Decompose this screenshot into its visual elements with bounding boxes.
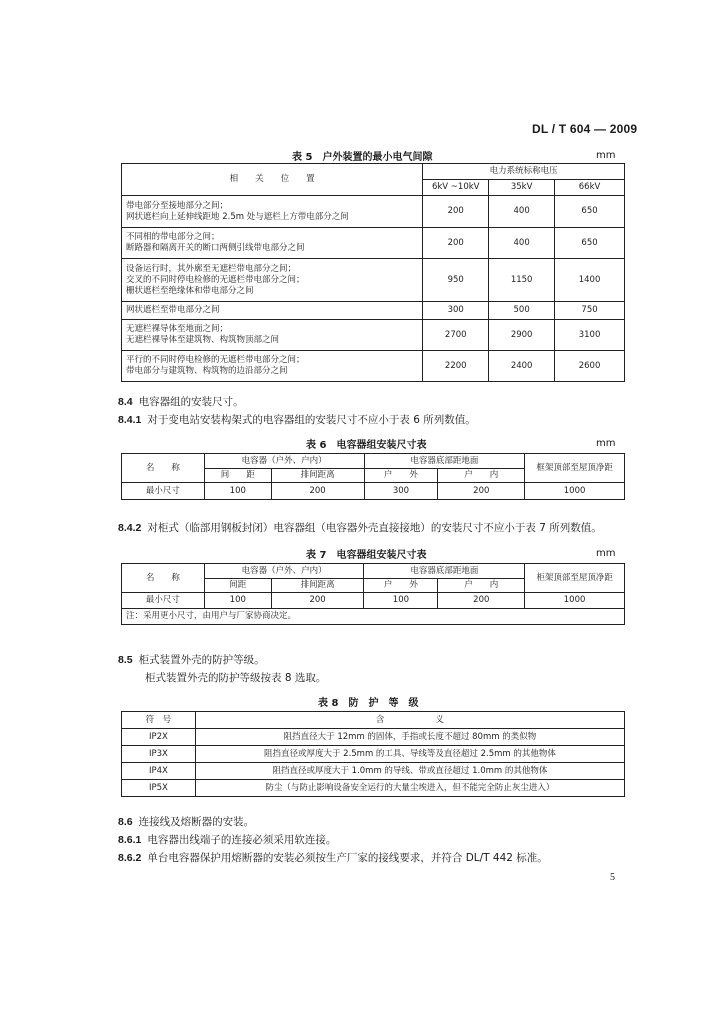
section-8-6-1 [118,832,336,847]
cell-value: 100 [364,593,438,609]
cell-value: 200 [271,593,364,609]
section-text: 单台电容器保护用熔断器的安装必须按生产厂家的接线要求，并符合 DL/T 442 标准。 [147,852,548,864]
cell-value: 100 [204,483,271,500]
sub-header: 排间距离 [271,469,364,483]
section-number: 8.6 [118,816,133,828]
cell-value: 400 [489,228,555,259]
description-line: 不同相的带电部分之间； [126,232,220,242]
cell-value: 300 [364,483,438,500]
table-note-row [122,609,625,625]
section-text: 对柜式（临部用钢板封闭）电容器组（电容器外壳直接接地）的安装尺寸不应小于表 7 所列数值。 [147,522,602,534]
row-description [122,259,423,302]
sub-header: 户 外 [364,469,438,483]
description-line: 设备运行时，其外廓至无遮栏带电部分之间； [126,263,297,274]
sub-header: 排间距离 [271,579,364,593]
table7-header-row [122,564,625,579]
cell-value: 2900 [489,320,555,351]
description-line: 网状遮栏向上延伸线距地 2.5m 处与遮栏上方带电部分之间 [126,211,349,222]
description-line: 网状遮栏至带电部分之间 [126,305,220,315]
table-row [122,259,625,302]
table7-caption: 表 7 电容器组安装尺寸表 [306,550,427,561]
table6-caption: 表 6 电容器组安装尺寸表 [306,440,427,451]
table5-caption: 表 5 户外装置的最小电气间隙 [292,152,433,163]
cell-value: 500 [489,302,555,320]
cell-value: 200 [438,593,525,609]
section-text: 电容器出线端子的连接必须采用软连接。 [147,834,337,846]
description-line: 带电部分至接地部分之间； [126,200,229,211]
table-row [122,196,625,228]
section-number: 8.6.1 [118,834,142,846]
section-text: 电容器组的安装尺寸。 [138,396,244,408]
section-8-4-2 [118,520,602,535]
table-row [122,228,625,259]
section-text: 柜式装置外壳的防护等级。 [138,654,265,666]
section-text: 连接线及熔断器的安装。 [138,816,255,828]
bottom-to-ground-header: 电容器底部距地面 [364,454,525,469]
description-line: 交叉的不同时停电检修的无遮栏带电部分之间； [126,274,305,285]
table5-voltage-group-header: 电力系统标称电压 [423,164,625,180]
table-row [122,320,625,351]
top-clearance-header: 框架顶部至屋顶净距 [525,454,625,483]
table7-unit: mm [596,548,616,559]
description-line: 带电部分与建筑物、构筑物的边沿部分之间 [126,366,288,376]
cell-value: 200 [271,483,364,500]
section-number: 8.6.2 [118,852,142,864]
top-clearance-header: 柜架顶部至屋顶净距 [525,564,625,593]
table5-unit: mm [596,150,616,161]
section-8-6 [118,814,254,829]
name-header: 名 称 [122,564,205,593]
section-number: 8.4.2 [118,522,142,534]
cell-value: 2200 [423,351,489,382]
section-8-4 [118,394,244,409]
cell-value: 650 [555,196,625,228]
cell-value: 650 [555,228,625,259]
cell-value: 300 [423,302,489,320]
description-line: 无遮栏裸导体至地面之间； [126,324,229,334]
ip-description: 阻挡直径大于 12mm 的固体，手指或长度不超过 80mm 的类似物 [195,729,624,746]
cell-value: 750 [555,302,625,320]
table6-header-row [122,454,625,469]
section-8-5-body: 柜式装置外壳的防护等级按表 8 选取。 [145,672,327,684]
table-row [122,593,625,609]
description-line: 无遮栏裸导体至建筑物、构筑物顶部之间 [126,335,280,345]
section-number: 8.4.1 [118,414,142,426]
row-description [122,196,423,228]
ip-description: 阻挡直径或厚度大于 2.5mm 的工具、导线等及直径超过 2.5mm 的其他物体 [195,746,624,763]
section-8-6-2 [118,850,548,865]
row-description [122,228,423,259]
cell-value: 400 [489,196,555,228]
page-number: 5 [610,872,615,883]
capacitor-group-header: 电容器（户外、户内） [204,564,364,579]
table8 [121,711,625,797]
name-header: 名 称 [122,454,205,483]
row-description [122,302,423,320]
description-line: 平行的不同时停电检修的无遮栏带电部分之间； [126,355,305,365]
table6-unit: mm [596,438,616,449]
cell-value: 3100 [555,320,625,351]
sub-header: 户 内 [438,469,525,483]
description-line: 断路器和隔离开关的断口两侧引线带电部分之间 [126,243,305,253]
table8-caption: 表 8 防 护 等 级 [318,698,419,709]
section-number: 8.5 [118,654,133,666]
table5-header-row [122,164,625,180]
table8-header-row [122,712,625,729]
row-label: 最小尺寸 [122,593,205,609]
cell-value: 1000 [525,593,625,609]
table-note: 注：采用更小尺寸，由用户与厂家协商决定。 [122,609,625,625]
cell-value: 2400 [489,351,555,382]
voltage-header: 66kV [555,180,625,196]
sub-header: 间 距 [204,469,271,483]
sub-header: 间距 [204,579,271,593]
row-label: 最小尺寸 [122,483,205,500]
meaning-header: 含 义 [195,712,624,729]
section-8-5 [118,652,265,667]
row-description [122,351,423,382]
section-8-4-1 [118,412,476,427]
cell-value: 200 [423,196,489,228]
ip-description: 阻挡直径或厚度大于 1.0mm 的导线、带或直径超过 1.0mm 的其他物体 [195,763,624,780]
section-number: 8.4 [118,396,133,408]
voltage-header: 6kV ~10kV [423,180,489,196]
cell-value: 2700 [423,320,489,351]
ip-code: IP5X [122,780,196,797]
description-line: 栅状遮栏至绝缘体和带电部分之间 [126,285,254,296]
code-header: 符 号 [122,712,196,729]
table-row [122,302,625,320]
cell-value: 950 [423,259,489,302]
row-description [122,320,423,351]
table-row [122,746,625,763]
table-row [122,780,625,797]
table-row [122,351,625,382]
table-row [122,763,625,780]
cell-value: 1150 [489,259,555,302]
bottom-to-ground-header: 电容器底部距地面 [364,564,525,579]
capacitor-group-header: 电容器（户外、户内） [204,454,364,469]
sub-header: 户 外 [364,579,438,593]
cell-value: 2600 [555,351,625,382]
voltage-header: 35kV [489,180,555,196]
cell-value: 200 [423,228,489,259]
table5 [121,163,625,382]
table6 [121,453,625,500]
table-row [122,729,625,746]
sub-header: 户 内 [438,579,525,593]
cell-value: 100 [204,593,271,609]
table-row [122,483,625,500]
cell-value: 1000 [525,483,625,500]
section-text: 对于变电站安装构架式的电容器组的安装尺寸不应小于表 6 所列数值。 [147,414,476,426]
ip-description: 防尘（与防止影响设备安全运行的大量尘埃进入，但不能完全防止灰尘进入） [195,780,624,797]
ip-code: IP4X [122,763,196,780]
standard-code: DL / T 604 — 2009 [532,122,638,136]
ip-code: IP2X [122,729,196,746]
cell-value: 200 [438,483,525,500]
table7 [121,563,625,625]
ip-code: IP3X [122,746,196,763]
table5-position-header: 相 关 位 置 [122,164,423,196]
cell-value: 1400 [555,259,625,302]
